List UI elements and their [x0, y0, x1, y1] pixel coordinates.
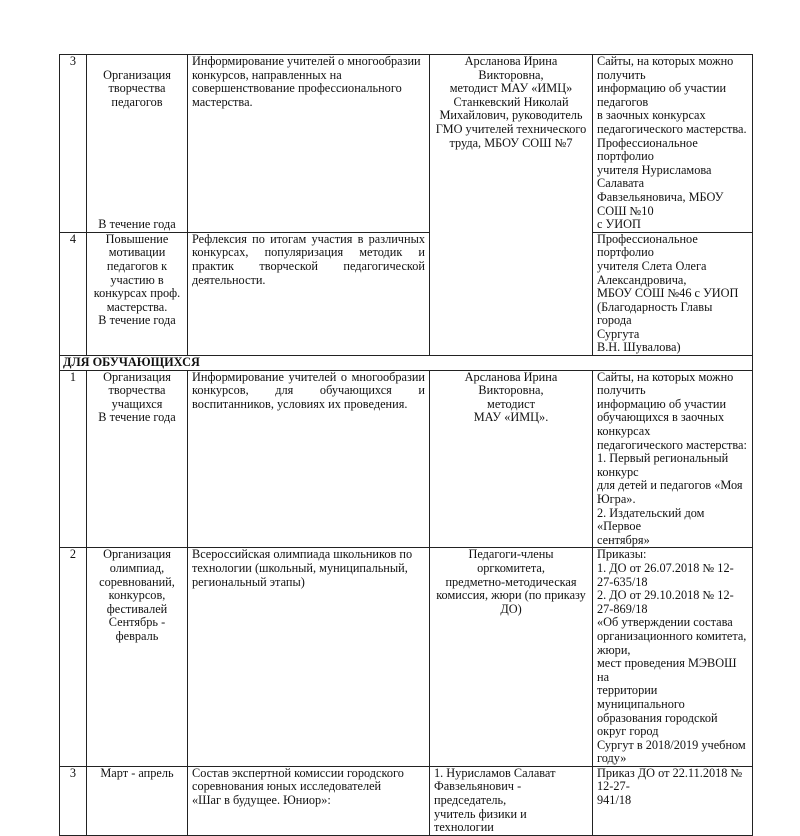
- section-title: ДЛЯ ОБУЧАЮЩИХСЯ: [60, 356, 753, 371]
- section-row: [60, 356, 753, 371]
- event-cell: Март - апрель: [87, 766, 188, 835]
- result-cell: Сайты, на которых можно получить информацию об участии педагогов в заочных конкурсах педагогического мастерства. Профессиональное портфолио учителя Нурисламова Салавата Фавзельяновича, МБОУ СОШ №10 с УИОП: [593, 55, 753, 233]
- table-row: [60, 232, 753, 355]
- responsible-cell: Арсланова Ирина Викторовна, методист МАУ «ИМЦ» Станкевский Николай Михайлович, руководитель ГМО учителей технического труда, МБОУ СОШ №7: [430, 55, 593, 356]
- event-cell: [87, 55, 188, 233]
- result-cell: Приказ ДО от 22.11.2018 № 12-27- 941/18: [593, 766, 753, 835]
- event-title: Организация творчества педагогов: [103, 67, 171, 109]
- table-row: [60, 370, 753, 548]
- result-cell: Сайты, на которых можно получить информацию об участии обучающихся в заочных конкурсах педагогического мастерства: 1. Первый региональный конкурс для детей и педагогов «Моя Югра». 2. Издательский дом «Первое сентября»: [593, 370, 753, 548]
- content-cell: Рефлексия по итогам участия в различных конкурсах, популяризация методик и практик творческой педагогической деятельности.: [188, 232, 430, 355]
- table-row: [60, 766, 753, 835]
- content-cell: Состав экспертной комиссии городского соревнования юных исследователей «Шаг в будущее. Юниор»:: [188, 766, 430, 835]
- row-number: 1: [60, 370, 87, 548]
- event-cell: Повышение мотивации педагогов к участию в конкурсах проф. мастерства. В течение года: [87, 232, 188, 355]
- table-row: [60, 55, 753, 233]
- responsible-cell: Педагоги-члены оргкомитета, предметно-методическая комиссия, жюри (по приказу ДО): [430, 548, 593, 767]
- content-cell: Всероссийская олимпиада школьников по технологии (школьный, муниципальный, региональный этапы): [188, 548, 430, 767]
- plan-table: [59, 54, 753, 836]
- responsible-cell: Арсланова Ирина Викторовна, методист МАУ «ИМЦ».: [430, 370, 593, 548]
- result-cell: Профессиональное портфолио учителя Слета Олега Александровича, МБОУ СОШ №46 с УИОП (Благодарность Главы города Сургута В.Н. Шувалова): [593, 232, 753, 355]
- row-number: 4: [60, 232, 87, 355]
- result-cell: Приказы: 1. ДО от 26.07.2018 № 12-27-635/18 2. ДО от 29.10.2018 № 12-27-869/18 «Об утверждении состава организационного комитета, жюри, мест проведения МЭВОШ на территории муниципального образования городской округ город Сургут в 2018/2019 учебном году»: [593, 548, 753, 767]
- responsible-cell: 1. Нурисламов Салават Фавзельянович - председатель, учитель физики и технологии: [430, 766, 593, 835]
- row-number: 3: [60, 55, 87, 233]
- row-number: 2: [60, 548, 87, 767]
- event-cell: Организация творчества учащихся В течение года: [87, 370, 188, 548]
- event-period: В течение года: [98, 217, 176, 232]
- table-row: [60, 548, 753, 767]
- content-cell: Информирование учителей о многообразии конкурсов, для обучающихся и воспитанников, условиях их проведения.: [188, 370, 430, 548]
- row-number: 3: [60, 766, 87, 835]
- event-cell: Организация олимпиад, соревнований, конкурсов, фестивалей Сентябрь - февраль: [87, 548, 188, 767]
- content-cell: Информирование учителей о многообразии конкурсов, направленных на совершенствование профессионального мастерства.: [188, 55, 430, 233]
